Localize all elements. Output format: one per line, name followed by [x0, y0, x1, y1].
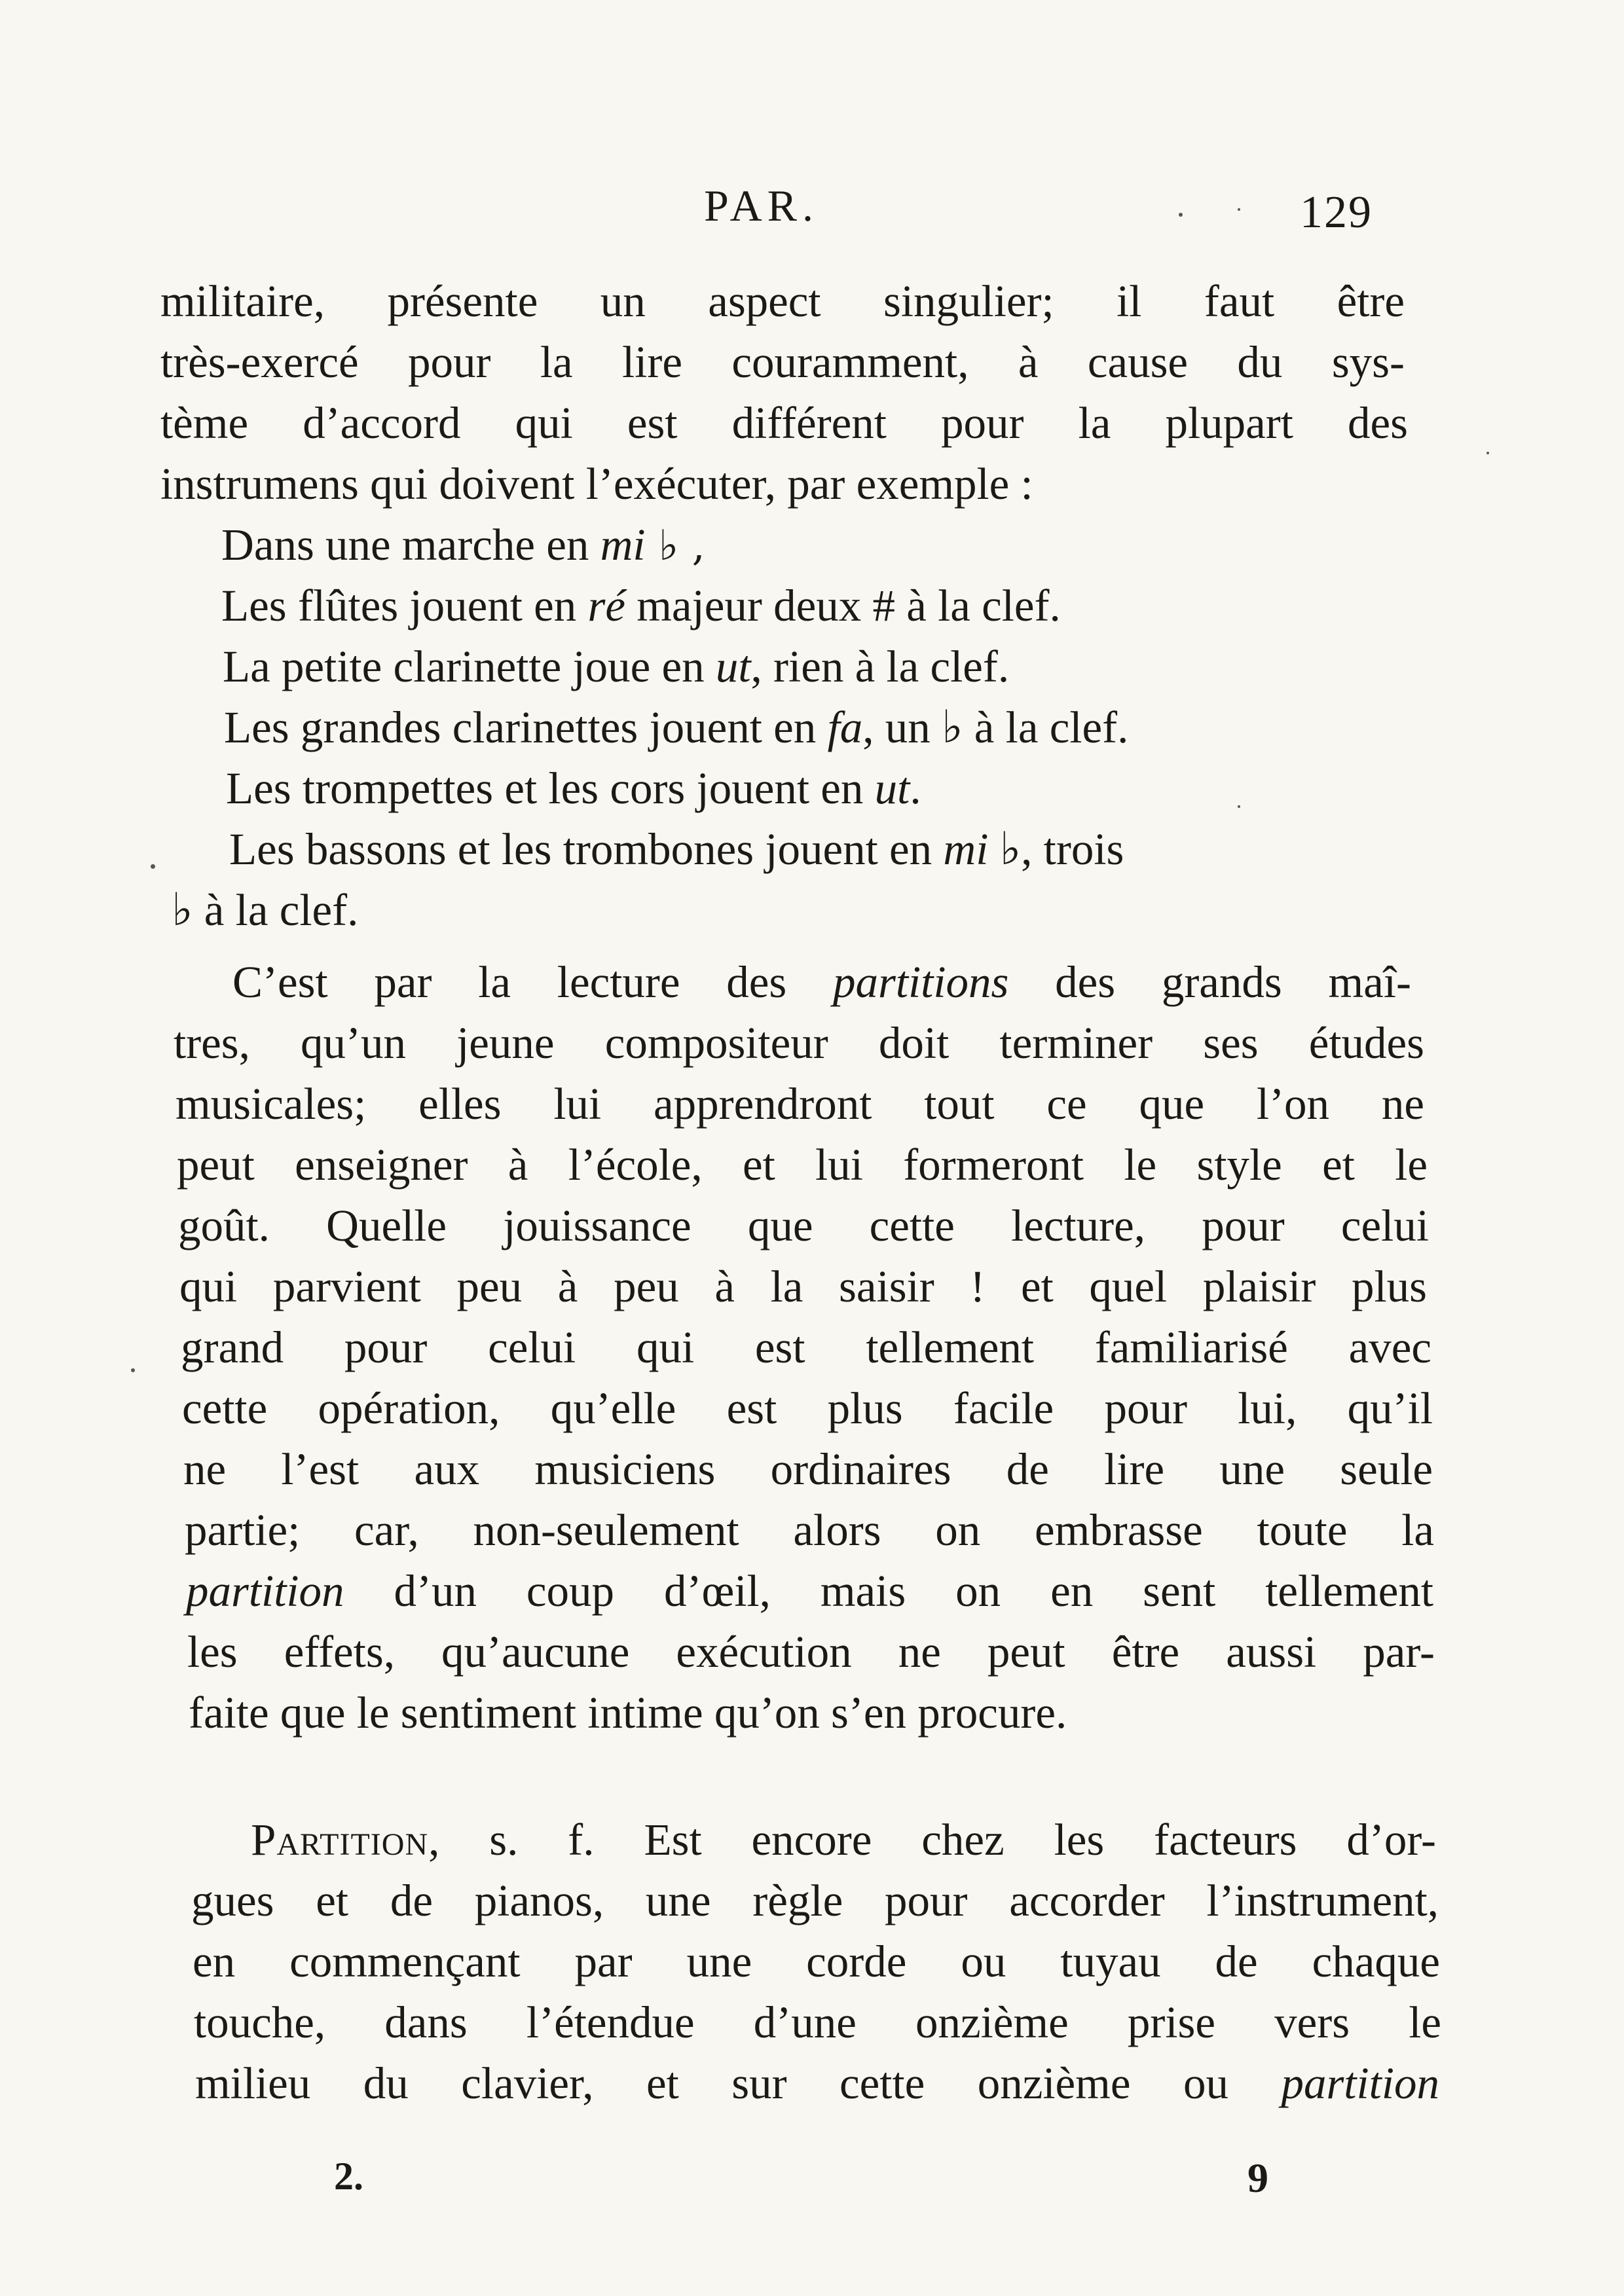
text-span: La petite clarinette joue en	[223, 642, 716, 691]
paper-speck	[131, 1368, 135, 1372]
gathering-number: 9	[1247, 2155, 1268, 2201]
example-line	[224, 698, 1128, 757]
text-line: grand pour celui qui est tellement familiarisé avec	[181, 1322, 1431, 1372]
text-span: majeur deux # à la clef.	[625, 581, 1061, 630]
italic-term: ré	[587, 581, 625, 630]
text-line: peut enseigner à l’école, et lui formeront le style et le	[177, 1140, 1428, 1190]
text-span: , rien à la clef.	[750, 642, 1010, 691]
text-span: ♭, trois	[988, 824, 1124, 874]
text-line: touche, dans l’étendue d’une onzième prise vers le	[194, 1997, 1441, 2047]
text-line: partie; car, non-seulement alors on embrasse toute la	[185, 1505, 1434, 1555]
paper-speck	[1238, 805, 1240, 808]
text-span: ♭ ,	[645, 522, 705, 570]
text-line: très-exercé pour la lire couramment, à cause du sys-	[160, 337, 1405, 387]
italic-term: ut	[715, 642, 751, 691]
example-line	[226, 759, 921, 818]
paper-speck	[1486, 452, 1489, 454]
text-span: Les flûtes jouent en	[221, 581, 588, 630]
italic-term: partitions	[832, 957, 1009, 1007]
text-span: des grands maî-	[1008, 957, 1411, 1007]
example-line	[223, 637, 1009, 696]
text-line: instrumens qui doivent l’exécuter, par exemple :	[160, 459, 1033, 509]
text-line: ne l’est aux musiciens ordinaires de lire une seule	[183, 1444, 1433, 1494]
text-line: faite que le sentiment intime qu’on s’en procure.	[189, 1688, 1067, 1738]
page-header	[0, 180, 1624, 246]
text-line: militaire, présente un aspect singulier; il faut être	[160, 276, 1405, 326]
text-line: qui parvient peu à peu à la saisir ! et quel plaisir plus	[179, 1262, 1427, 1311]
paper-speck	[151, 864, 155, 869]
text-line: tres, qu’un jeune compositeur doit terminer ses études	[174, 1018, 1424, 1068]
text-line: cette opération, qu’elle est plus facile pour lui, qu’il	[182, 1383, 1433, 1433]
example-line: ♭ à la clef.	[172, 885, 359, 935]
text-span: Les trompettes et les cors jouent en	[226, 763, 875, 813]
text-span: Les grandes clarinettes jouent en	[224, 702, 828, 752]
text-line: musicales; elles lui apprendront tout ce que l’on ne	[175, 1079, 1424, 1129]
text-line: goût. Quelle jouissance que cette lecture, pour celui	[178, 1201, 1429, 1250]
signature-mark: 2.	[334, 2155, 363, 2198]
entry-term: Partition	[251, 1815, 429, 1865]
text-span: Les bassons et les trombones jouent en	[229, 824, 944, 874]
text-line: tème d’accord qui est différent pour la plupart des	[160, 398, 1408, 448]
example-line	[229, 820, 1124, 879]
text-span: C’est par la lecture des	[232, 957, 833, 1007]
text-span: , s. f. Est encore chez les facteurs d’or-	[428, 1815, 1436, 1865]
text-span: , un ♭ à la clef.	[862, 702, 1129, 752]
italic-term: partition	[1281, 2058, 1439, 2108]
italic-term: fa	[827, 702, 863, 752]
page-footer	[0, 2154, 1624, 2206]
text-span: Dans une marche en	[221, 520, 600, 570]
running-head: PAR.	[704, 181, 819, 230]
italic-term: partition	[186, 1566, 344, 1616]
text-line	[195, 2054, 1439, 2113]
paper-speck	[1238, 208, 1240, 211]
text-line: en commençant par une corde ou tuyau de chaque	[193, 1937, 1440, 1986]
text-line: gues et de pianos, une règle pour accorder l’instrument,	[191, 1876, 1439, 1925]
example-line	[221, 576, 1061, 635]
entry-line	[251, 1810, 1436, 1869]
italic-term: mi	[943, 824, 989, 874]
text-span: milieu du clavier, et sur cette onzième ou	[195, 2058, 1282, 2108]
example-line	[221, 515, 705, 575]
text-span: .	[910, 763, 921, 813]
text-span: d’un coup d’œil, mais on en sent tellement	[344, 1566, 1433, 1616]
italic-term: mi	[600, 520, 646, 570]
paper-speck	[1179, 213, 1183, 217]
text-line	[232, 953, 1411, 1011]
text-line	[186, 1561, 1433, 1620]
text-line: les effets, qu’aucune exécution ne peut être aussi par-	[187, 1627, 1435, 1677]
page-number: 129	[1300, 187, 1373, 238]
italic-term: ut	[874, 763, 910, 813]
